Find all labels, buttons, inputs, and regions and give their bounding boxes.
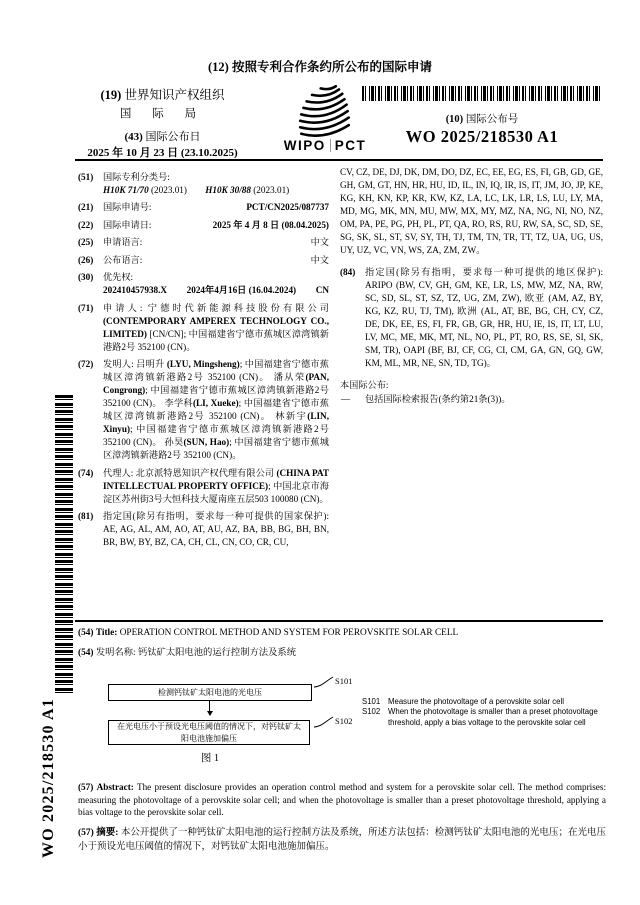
- flowchart-box-s102: 在光电压小于预设光电压阈值的情况下，对钙钛矿太阳电池施加偏压: [108, 720, 310, 745]
- step-s101-id: S101: [362, 697, 381, 706]
- abstract-en-text: The present disclosure provides an operation control method and system for a perovskite solar cell. The method comprises: measuring the photovoltage of a perovskite solar cell; and when the photovoltage is smaller than a preset photovoltage threshold, applying a bias voltage to the perovskite solar cell.: [78, 782, 606, 818]
- agent-text: 代理人: 北京派特恩知识产权代理有限公司 (CHINA PAT INTELLECTUAL PROPERTY OFFICE); 中国北京市海淀区苏州街3号大恒科技大厦南座五层503 100080 (CN)。: [103, 467, 329, 504]
- barcode-top: [362, 86, 600, 101]
- filing-date-row: [78, 219, 329, 232]
- filing-language-label: 申请语言:: [103, 237, 143, 247]
- inventors-text: 发明人: 吕明升 (LYU, Mingsheng); 中国福建省宁德市蕉城区漳湾镇新港路2号 352100 (CN)。 潘从荣(PAN, Congrong); 中国福建省宁德市蕉城区漳湾镇新港路2号 352100 (CN)。 李学科(LI, Xueke); 中国福建省宁德市蕉城区漳湾镇新港路2号 352100 (CN)。 林新宇(LIN, Xinyu); 中国福建省宁德市蕉城区漳湾镇新港路2号 352100 (CN)。 孙昊(SUN, Hao); 中国福建省宁德市蕉城区漳湾镇新港路2号 352100 (CN)。: [103, 359, 329, 460]
- filing-language: 中文: [310, 237, 329, 247]
- step-s101: [362, 697, 610, 707]
- filing-date: 2025 年 4 月 8 日 (08.04.2025): [212, 219, 329, 230]
- pct-logo-text: PCT: [334, 138, 367, 153]
- title-en-label: Title:: [95, 628, 118, 638]
- priority-country: CN: [315, 285, 329, 295]
- leader-line-icon: [314, 716, 334, 728]
- designated-states-continued: CV, CZ, DE, DJ, DK, DM, DO, DZ, EC, EE, EG, ES, FI, GB, GD, GE, GH, GM, GT, HN, HR, HU, ID, IL, IN, IQ, IR, IS, IT, JM, JO, JP, KE, KG, KH, KN, KP, KR, KW, KZ, LA, LC, LK, LR, LS, LU, LY, MA, MD, MG, MK, MN, MU, MW, MX, MY, MZ, NA, NG, NI, NO, NZ, OM, PA, PE, PG, PH, PL, PT, QA, RO, RS, RU, RW, SA, SC, SD, SE, SG, SK, SL, ST, SV, SY, TH, TJ, TM, TN, TR, TT, TZ, UA, UG, US, UY, UZ, VC, VN, WS, ZA, ZM, ZW。: [340, 167, 603, 255]
- abstract-zh-label: 摘要:: [96, 828, 119, 838]
- abstract-zh-text: 本公开提供了一种钙钛矿太阳电池的运行控制方法及系统，所述方法包括：检测钙钛矿太阳电池的光电压；在光电压小于预设光电压阈值的情况下，对钙钛矿太阳电池施加偏压。: [78, 828, 606, 852]
- title-zh-label: 发明名称:: [95, 648, 136, 658]
- ipc-code-2: H10K 30/88: [205, 184, 251, 195]
- publication-number-block: [362, 86, 602, 147]
- pct-heading-text: 按照专利合作条约所公布的国际申请: [231, 60, 432, 74]
- designated-states-regional: [340, 266, 603, 370]
- inid-51: (51): [78, 171, 94, 182]
- publication-number: WO 2025/218530 A1: [405, 127, 559, 146]
- inid-19: (19): [100, 88, 122, 102]
- designated-states-national-text: 指定国(除另有指明，要求每一种可提供的国家保护): AE, AG, AL, AM, AO, AT, AU, AZ, BA, BB, BG, BH, BN, BR, BW, BY, BZ, CA, CH, CL, CN, CO, CR, CU,: [103, 511, 329, 547]
- application-number-label: 国际申请号:: [103, 202, 152, 212]
- ipc-label: 国际专利分类号:: [103, 171, 170, 182]
- abstract-en-label: Abstract:: [96, 782, 134, 792]
- step-s102: [362, 707, 610, 728]
- issuing-office-block: [40, 85, 285, 160]
- step-label-s102: S102: [314, 716, 352, 728]
- org-bureau: 国 际 局: [119, 108, 206, 120]
- publication-number-label: 国际公布号: [465, 114, 519, 125]
- ipc-date-1: (2023.01): [150, 184, 187, 195]
- leader-line-icon: [314, 676, 334, 688]
- application-number-row: [78, 201, 329, 214]
- filing-date-label: 国际申请日:: [103, 219, 152, 230]
- step-s101-text: Measure the photovoltage of a perovskite solar cell: [388, 697, 564, 706]
- barcode-left-vertical: [55, 395, 73, 693]
- publication-note-item: [340, 393, 603, 406]
- inid-57-zh: (57): [78, 828, 94, 838]
- inid-30: (30): [78, 272, 94, 282]
- vertical-publication-number: WO 2025/218530 A1: [40, 698, 57, 858]
- inid-10: (10): [445, 114, 464, 125]
- figure-step-descriptions: [362, 697, 610, 728]
- publication-date-label: 国际公布日: [145, 131, 201, 143]
- ipc-classification: [78, 171, 329, 197]
- application-number: PCT/CN2025/087737: [246, 202, 329, 212]
- wipo-pct-separator: [330, 139, 331, 152]
- priority-label: 优先权:: [103, 272, 134, 282]
- publication-language-row: [78, 254, 329, 267]
- publication-note-text: 包括国际检索报告(条约第21条(3))。: [365, 394, 511, 404]
- applicant-block: [78, 302, 329, 354]
- priority-date: 2024年4月16日 (16.04.2024): [186, 285, 297, 295]
- dash-bullet: —: [341, 394, 351, 404]
- priority-block: [78, 271, 329, 297]
- title-divider: [75, 620, 603, 622]
- bibliographic-right-column: [340, 166, 603, 406]
- title-zh: 钙钛矿太阳电池的运行控制方法及系统: [137, 648, 296, 658]
- wipo-logo: [281, 83, 369, 153]
- abstract-english: [78, 781, 606, 819]
- publication-language-label: 公布语言:: [103, 254, 143, 265]
- ipc-date-2: (2023.01): [253, 184, 290, 195]
- inid-54-zh: (54): [78, 648, 94, 658]
- designated-states-national: [78, 510, 329, 549]
- inid-26: (26): [78, 254, 94, 265]
- step-s102-id: S102: [362, 707, 381, 717]
- filing-language-row: [78, 236, 329, 249]
- publication-note-title: 本国际公布:: [340, 380, 389, 390]
- inid-57-en: (57): [78, 782, 94, 792]
- inid-43: (43): [124, 131, 143, 143]
- figure-caption: 图 1: [200, 753, 220, 764]
- step-label-s101: S101: [314, 676, 352, 688]
- org-name: 世界知识产权组织: [124, 88, 225, 102]
- title-en: OPERATION CONTROL METHOD AND SYSTEM FOR PEROVSKITE SOLAR CELL: [119, 628, 459, 638]
- publication-language: 中文: [310, 254, 329, 265]
- inid-71: (71): [78, 302, 94, 313]
- inid-21: (21): [78, 202, 94, 212]
- applicant-text: 申请人: 宁德时代新能源科技股份有限公司 (CONTEMPORARY AMPEREX TECHNOLOGY CO., LIMITED) [CN/CN]; 中国福建省宁德市蕉城区漳湾镇新港路2号 352100 (CN)。: [103, 302, 329, 352]
- wipo-logo-text: WIPO: [283, 138, 326, 153]
- priority-number: 202410457938.X: [103, 285, 168, 295]
- wipo-swirl-icon: [292, 83, 358, 137]
- inid-22: (22): [78, 219, 94, 230]
- flowchart-arrow: [209, 701, 210, 715]
- flowchart-box-s101: 检测钙钛矿太阳电池的光电压: [108, 684, 312, 701]
- inid-12: (12): [208, 60, 229, 74]
- inid-84: (84): [340, 267, 356, 277]
- bibliographic-left-column: [78, 166, 329, 549]
- step-s102-text: When the photovoltage is smaller than a preset photovoltage threshold, apply a bias voltage to the perovskite solar cell: [388, 707, 598, 727]
- pct-publication-heading: [0, 57, 640, 75]
- header-divider: [75, 159, 603, 161]
- figure-1: [78, 676, 606, 780]
- inid-72: (72): [78, 359, 94, 369]
- abstract-chinese: [78, 827, 606, 855]
- agent-block: [78, 467, 329, 506]
- publication-date: 2025 年 10 月 23 日 (23.10.2025): [87, 147, 238, 159]
- inid-25: (25): [78, 237, 94, 247]
- designated-states-regional-text: 指定国(除另有指明，要求每一种可提供的地区保护): ARIPO (BW, CV, GH, GM, KE, LR, LS, MW, MZ, NA, RW, SC, SD, SL, ST, SZ, TZ, UG, ZM, ZW), 欧亚 (AM, AZ, BY, KG, KZ, RU, TJ, TM), 欧洲 (AL, AT, BE, BG, CH, CY, CZ, DE, DK, EE, ES, FI, FR, GB, GR, HR, HU, IE, IS, IT, LT, LU, LV, MC, ME, MK, MT, NL, NO, PL, PT, RO, RS, SE, SI, SK, SM, TR), OAPI (BF, BJ, CF, CG, CI, CM, GA, GN, GQ, GW, KM, ML, MR, NE, SN, TD, TG)。: [365, 267, 603, 368]
- inid-81: (81): [78, 511, 94, 521]
- inid-74: (74): [78, 467, 94, 478]
- inid-54-en: (54): [78, 628, 94, 638]
- inventors-block: [78, 358, 329, 462]
- ipc-code-1: H10K 71/70: [103, 184, 149, 195]
- title-section: [78, 627, 606, 659]
